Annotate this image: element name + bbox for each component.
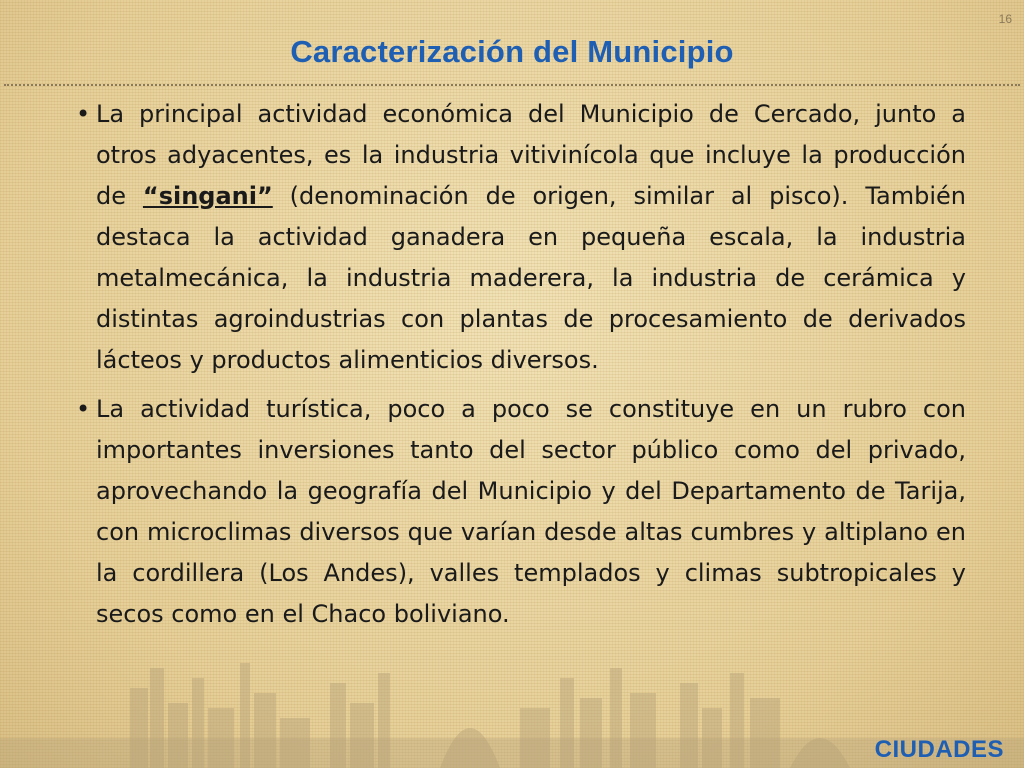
bullet-item-2 — [76, 389, 966, 635]
slide-title: Caracterización del Municipio — [290, 34, 734, 69]
bullet-text-1-after: (denominación de origen, similar al pisco). También destaca la actividad ganadera en pequeña escala, la industria metalmecánica, la industria maderera, la industria de cerámica y distintas agroindustrias con plantas de procesamiento de derivados lácteos y productos alimenticios diversos. — [96, 182, 966, 374]
footer-band — [0, 738, 1024, 768]
footer-brand: CIUDADES — [874, 736, 1004, 763]
bullet-text-1 — [96, 94, 966, 381]
singani-emphasis: “singani” — [142, 182, 273, 210]
bullet-text-2: La actividad turística, poco a poco se constituye en un rubro con importantes inversiones tanto del sector público como del privado, aprovechando la geografía del Municipio y del Departamento de Tarija, con microclimas diversos que varían desde altas cumbres y altiplano en la cordillera (Los Andes), valles templados y climas subtropicales y secos como en el Chaco boliviano. — [96, 395, 966, 628]
title-divider — [4, 84, 1020, 86]
slide-body — [76, 94, 966, 643]
slide-number: 16 — [998, 12, 1012, 26]
bullet-item-1 — [76, 94, 966, 381]
bullet-icon: • — [76, 395, 91, 423]
bullet-icon: • — [76, 100, 91, 128]
bullet-text-1-before: La principal actividad económica del Municipio de Cercado, junto a otros adyacentes, es la industria vitivinícola que incluye la producción de — [96, 100, 966, 210]
